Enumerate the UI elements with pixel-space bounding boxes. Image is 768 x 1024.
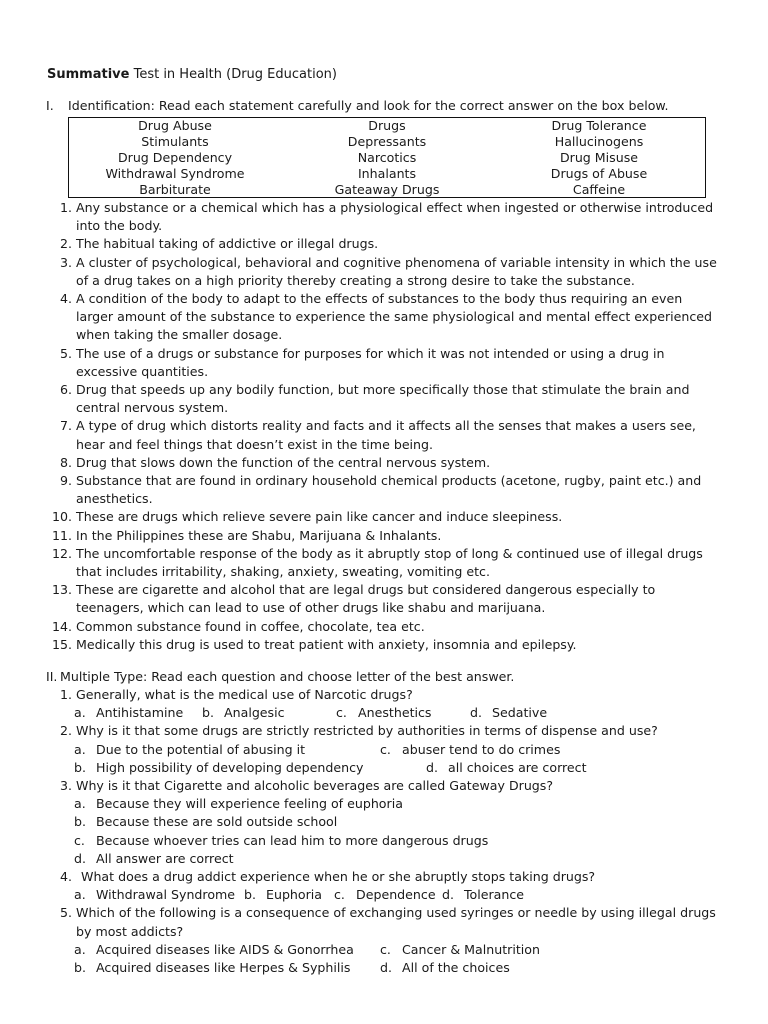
choice-letter: b. <box>74 814 86 830</box>
choice-letter: a. <box>74 796 86 812</box>
item-number: 6. <box>59 382 72 398</box>
identification-item <box>52 345 722 381</box>
title-rest: Test in Health (Drug Education) <box>129 67 337 82</box>
answer-box-term: Withdrawal Syndrome <box>105 166 245 181</box>
choice-option <box>74 704 183 722</box>
question-number: 4. <box>59 868 72 884</box>
choice-text: Anesthetics <box>358 705 432 721</box>
choice-text: Because these are sold outside school <box>96 814 338 830</box>
page-title <box>47 66 337 84</box>
item-text: Medically this drug is used to treat patient with anxiety, insomnia and epilepsy. <box>76 636 577 652</box>
item-text: The uncomfortable response of the body as it abruptly stop of long & continued use of illegal drugs that includes irritability, shaking, anxiety, sweating, vomiting etc. <box>76 545 703 580</box>
question-text: Generally, what is the medical use of Narcotic drugs? <box>76 687 413 702</box>
choice-letter: c. <box>380 741 391 757</box>
identification-item <box>46 508 722 526</box>
question-text: Why is it that some drugs are strictly restricted by authorities in terms of dispense and use? <box>76 723 658 739</box>
identification-item <box>46 527 722 545</box>
item-text: Drug that speeds up any bodily function, but more specifically those that stimulate the brain and central nervous system. <box>76 382 690 416</box>
choice-row <box>74 741 722 759</box>
choice-letter: a. <box>74 741 86 757</box>
section1-instruction: Identification: Read each statement carefully and look for the correct answer on the box below. <box>68 98 669 113</box>
identification-item <box>52 290 722 345</box>
section1-number: I. <box>46 98 54 113</box>
item-text: The habitual taking of addictive or illegal drugs. <box>76 236 379 252</box>
choice-option <box>334 886 436 904</box>
choice-row <box>74 959 722 977</box>
item-number: 14. <box>51 618 72 634</box>
choice-row <box>74 704 722 722</box>
choice-letter: a. <box>74 705 86 721</box>
choice-row <box>74 813 722 831</box>
choice-letter: a. <box>74 941 86 957</box>
item-text: A condition of the body to adapt to the effects of substances to the body thus requiring an even larger amount of the substance to experience the same physiological and mental effect experienced when taking the smaller dosage. <box>76 291 713 343</box>
item-number: 10. <box>51 509 72 525</box>
choice-letter: c. <box>336 705 347 721</box>
item-text: These are cigarette and alcohol that are legal drugs but considered dangerous especially to teenagers, which can lead to use of other drugs like shabu and marijuana. <box>76 582 656 616</box>
answer-box-term: Stimulants <box>141 134 209 149</box>
choice-letter: d. <box>442 887 454 903</box>
choice-text: Due to the potential of abusing it <box>96 741 306 757</box>
choice-row <box>74 759 722 777</box>
item-number: 5. <box>59 345 72 361</box>
question <box>52 868 722 886</box>
answer-box-term: Drugs of Abuse <box>550 166 648 181</box>
choice-letter: c. <box>334 887 345 903</box>
choice-option <box>244 886 322 904</box>
choice-text: High possibility of developing dependency <box>96 759 364 775</box>
choice-text: all choices are correct <box>448 759 587 775</box>
question <box>52 722 722 740</box>
item-text: Drug that slows down the function of the central nervous system. <box>76 454 491 470</box>
item-text: A cluster of psychological, behavioral and cognitive phenomena of variable intensity in which the use of a drug takes on a high priority thereby creating a strong desire to take the substance. <box>76 254 717 288</box>
choice-option <box>74 813 337 831</box>
item-number: 7. <box>59 418 72 434</box>
choice-text: Acquired diseases like AIDS & Gonorrhea <box>96 941 354 957</box>
answer-box-term: Drug Abuse <box>138 118 212 133</box>
answer-box-term: Depressants <box>347 134 427 149</box>
answer-box-term: Inhalants <box>357 166 417 181</box>
choice-row <box>74 795 722 813</box>
item-text: Substance that are found in ordinary household chemical products (acetone, rugby, paint etc.) and anesthetics. <box>76 473 702 507</box>
item-number: 12. <box>51 545 72 561</box>
item-number: 11. <box>51 527 72 543</box>
item-number: 13. <box>51 582 72 598</box>
answer-box-term: Drug Misuse <box>559 150 639 165</box>
choice-text: Because they will experience feeling of euphoria <box>96 796 403 812</box>
item-text: The use of a drugs or substance for purposes for which it was not intended or using a drug in excessive quantities. <box>76 345 665 379</box>
answer-box-term: Drug Dependency <box>117 150 233 165</box>
choice-row <box>74 886 722 904</box>
choice-text: All of the choices <box>402 959 510 975</box>
choice-option <box>74 850 234 868</box>
choice-option <box>336 704 432 722</box>
choice-text: Cancer & Malnutrition <box>402 941 540 957</box>
choice-row <box>74 850 722 868</box>
item-number: 9. <box>59 473 72 489</box>
choice-option <box>202 704 285 722</box>
identification-item <box>52 417 722 453</box>
answer-box-term: Caffeine <box>572 182 626 197</box>
answer-box-term: Drugs <box>368 118 406 133</box>
identification-item <box>52 472 722 508</box>
question <box>52 904 722 940</box>
item-number: 2. <box>59 236 72 252</box>
identification-item <box>52 254 722 290</box>
choice-letter: c. <box>74 832 85 848</box>
choice-text: Tolerance <box>464 887 525 903</box>
identification-item <box>46 545 722 581</box>
choice-option <box>74 959 350 977</box>
choice-text: Sedative <box>492 705 548 721</box>
item-text: In the Philippines these are Shabu, Marijuana & Inhalants. <box>76 527 442 543</box>
answer-box <box>68 117 706 198</box>
answer-choices <box>74 941 722 977</box>
identification-item <box>46 618 722 636</box>
choice-letter: a. <box>74 887 86 903</box>
choice-letter: c. <box>380 941 391 957</box>
choice-letter: d. <box>426 759 438 775</box>
choice-row <box>74 941 722 959</box>
choice-option <box>380 959 510 977</box>
question-text: Which of the following is a consequence of exchanging used syringes or needle by using illegal drugs by most addicts? <box>76 905 716 939</box>
identification-item <box>52 454 722 472</box>
question-number: 3. <box>59 777 72 793</box>
item-number: 4. <box>59 291 72 307</box>
choice-option <box>74 886 235 904</box>
question-number: 2. <box>59 723 72 739</box>
choice-letter: d. <box>470 705 482 721</box>
section1-heading <box>46 97 726 115</box>
choice-text: Euphoria <box>266 887 323 903</box>
identification-item <box>46 581 722 617</box>
answer-box-term: Drug Tolerance <box>551 118 647 133</box>
item-number: 8. <box>59 454 72 470</box>
section2-number: II. <box>46 669 58 684</box>
identification-list <box>52 199 722 654</box>
choice-text: Withdrawal Syndrome <box>96 887 236 903</box>
item-text: Any substance or a chemical which has a physiological effect when ingested or otherwise introduced into the body. <box>76 200 714 234</box>
choice-option <box>470 704 547 722</box>
choice-option <box>380 741 560 759</box>
choice-text: Antihistamine <box>96 705 184 721</box>
choice-option <box>74 759 363 777</box>
answer-box-term: Gateaway Drugs <box>334 182 440 197</box>
answer-choices <box>74 704 722 722</box>
identification-item <box>46 636 722 654</box>
choice-letter: d. <box>74 850 86 866</box>
choice-letter: b. <box>74 759 86 775</box>
item-number: 3. <box>59 254 72 270</box>
answer-choices <box>74 741 722 777</box>
question <box>52 686 722 704</box>
identification-item <box>52 199 722 235</box>
choice-option <box>74 832 488 850</box>
answer-box-term: Narcotics <box>357 150 417 165</box>
section2-instruction: Multiple Type: Read each question and choose letter of the best answer. <box>60 669 515 684</box>
choice-text: abuser tend to do crimes <box>402 741 561 757</box>
item-text: Common substance found in coffee, chocolate, tea etc. <box>76 618 425 634</box>
question <box>52 777 722 795</box>
item-text: These are drugs which relieve severe pain like cancer and induce sleepiness. <box>76 509 563 525</box>
choice-option <box>442 886 524 904</box>
title-bold: Summative <box>47 67 130 82</box>
choice-text: Dependence <box>356 887 436 903</box>
choice-option <box>74 941 354 959</box>
identification-item <box>52 235 722 253</box>
choice-letter: b. <box>244 887 256 903</box>
choice-option <box>74 741 305 759</box>
question-text: Why is it that Cigarette and alcoholic beverages are called Gateway Drugs? <box>76 777 554 793</box>
item-text: A type of drug which distorts reality and facts and it affects all the senses that makes a users see, hear and feel things that doesn’t exist in the time being. <box>76 418 696 452</box>
choice-text: All answer are correct <box>96 850 234 866</box>
section2-heading <box>46 668 726 686</box>
choice-text: Acquired diseases like Herpes & Syphilis <box>96 959 351 975</box>
item-number: 15. <box>51 636 72 652</box>
answer-choices <box>74 886 722 904</box>
choice-text: Because whoever tries can lead him to more dangerous drugs <box>96 832 489 848</box>
question-number: 5. <box>59 905 72 921</box>
answer-box-term: Hallucinogens <box>554 134 644 149</box>
choice-text: Analgesic <box>224 705 285 721</box>
choice-option <box>74 795 403 813</box>
identification-item <box>52 381 722 417</box>
question-number: 1. <box>59 687 72 702</box>
choice-option <box>426 759 587 777</box>
choice-option <box>380 941 540 959</box>
choice-letter: b. <box>74 959 86 975</box>
choice-row <box>74 832 722 850</box>
multiple-choice-list <box>52 686 722 977</box>
answer-box-term: Barbiturate <box>139 182 211 197</box>
choice-letter: b. <box>202 705 214 721</box>
answer-choices <box>74 795 722 868</box>
item-number: 1. <box>59 200 72 215</box>
question-text: What does a drug addict experience when he or she abruptly stops taking drugs? <box>81 868 596 884</box>
choice-letter: d. <box>380 959 392 975</box>
